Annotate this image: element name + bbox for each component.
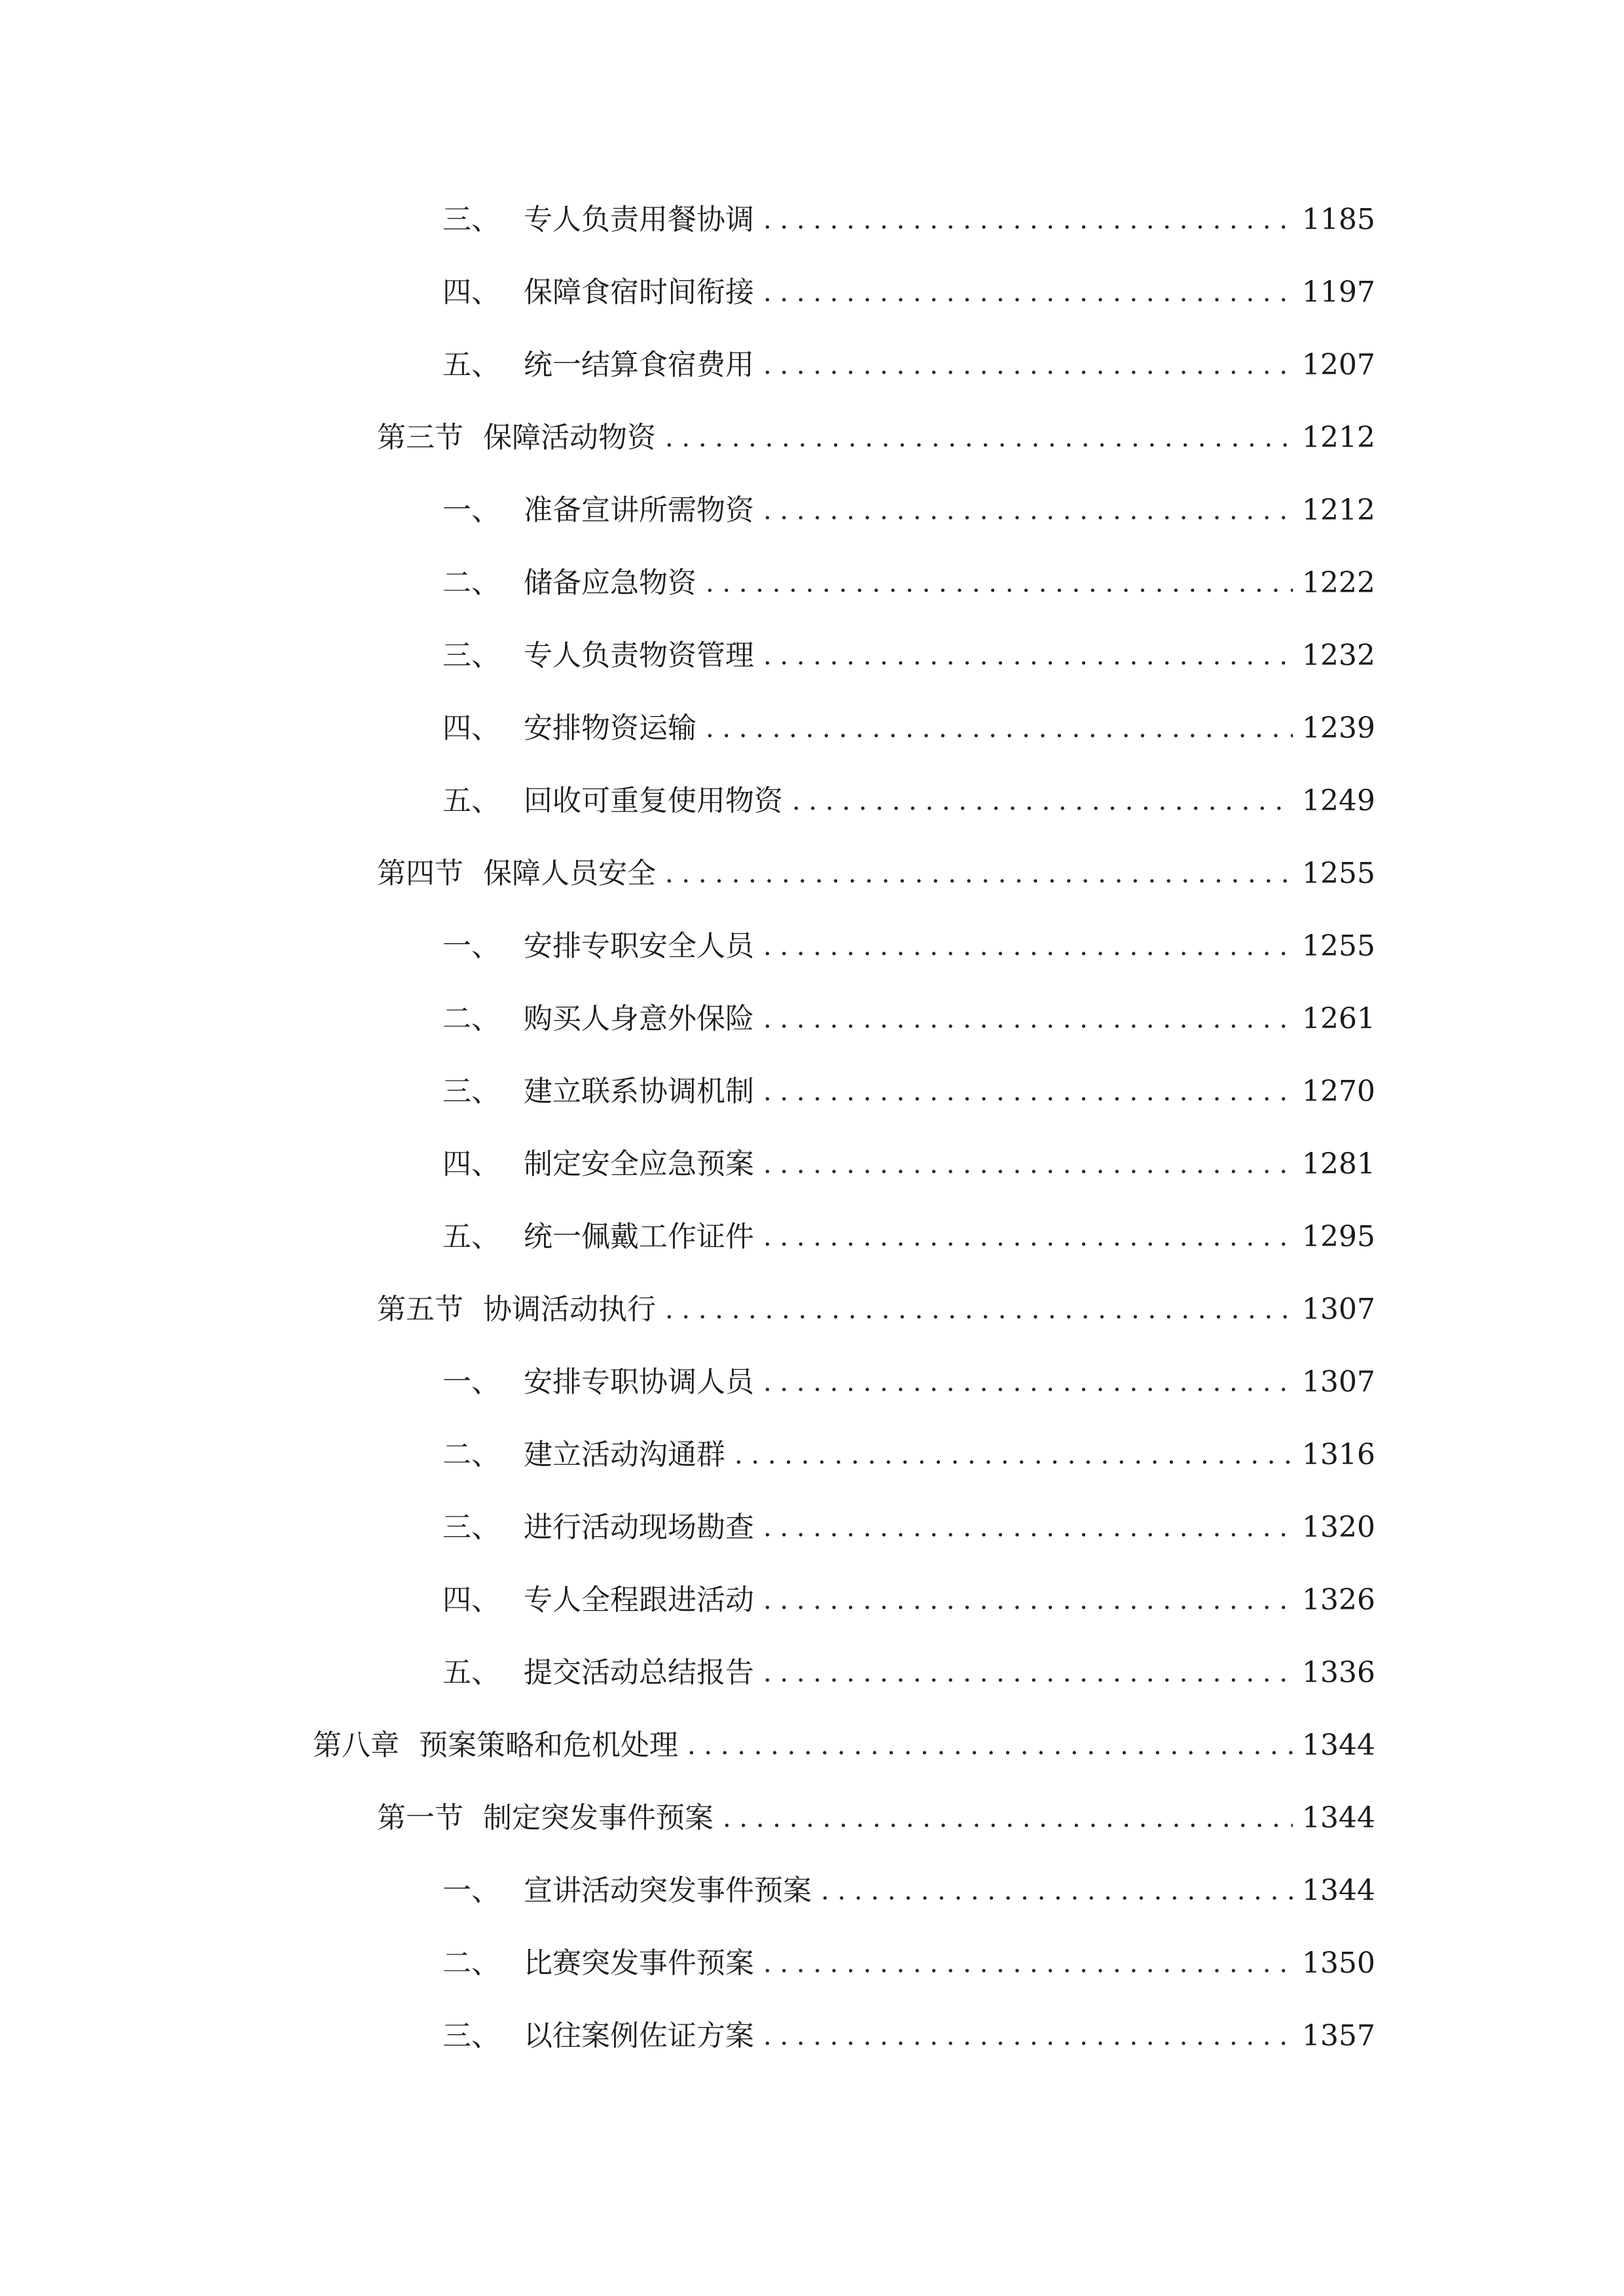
dot-leader [763, 1501, 1293, 1554]
toc-entry-page: 1344 [1302, 1729, 1375, 1762]
toc-entry-title: 保障食宿时间衔接 [524, 276, 754, 309]
toc-entry[interactable] [442, 920, 1375, 973]
toc-entry-title: 储备应急物资 [524, 566, 696, 600]
toc-entry-page: 1232 [1302, 639, 1375, 672]
dot-leader [706, 557, 1293, 609]
dot-leader [665, 1283, 1293, 1336]
toc-entry-page: 1344 [1302, 1874, 1375, 1907]
toc-entry-number: 第一节 [377, 1801, 463, 1835]
toc-entry-page: 1255 [1302, 929, 1375, 963]
toc-entry-number: 四、 [442, 711, 500, 745]
toc-entry-page: 1295 [1302, 1220, 1375, 1253]
toc-entry-title: 保障活动物资 [483, 421, 656, 454]
toc-entry-number: 二、 [442, 566, 500, 600]
toc-entry-number: 四、 [442, 1147, 500, 1181]
toc-entry-number: 一、 [442, 1874, 500, 1907]
toc-entry-number: 五、 [442, 348, 500, 382]
toc-entry-page: 1212 [1302, 421, 1375, 454]
toc-entry-page: 1239 [1302, 711, 1375, 745]
toc-entry-title: 回收可重复使用物资 [524, 784, 783, 817]
toc-entry[interactable] [442, 484, 1375, 537]
toc-entry-number: 二、 [442, 1002, 500, 1035]
dot-leader [763, 920, 1293, 973]
dot-leader [763, 1574, 1293, 1626]
toc-entry-title: 购买人身意外保险 [524, 1002, 754, 1035]
dot-leader [821, 1865, 1293, 1917]
toc-entry-number: 第八章 [313, 1729, 399, 1762]
dot-leader [763, 1066, 1293, 1118]
toc-entry[interactable] [442, 1138, 1375, 1191]
toc-entry-page: 1326 [1302, 1583, 1375, 1617]
toc-entry-title: 统一结算食宿费用 [524, 348, 754, 382]
toc-entry-number: 二、 [442, 1946, 500, 1980]
dot-leader [734, 1429, 1293, 1481]
toc-entry-number: 三、 [442, 1075, 500, 1108]
toc-entry-title: 提交活动总结报告 [524, 1656, 754, 1689]
toc-entry-title: 比赛突发事件预案 [524, 1946, 754, 1980]
toc-entry-title: 制定安全应急预案 [524, 1147, 754, 1181]
dot-leader [763, 630, 1293, 682]
toc-entry-title: 安排物资运输 [524, 711, 696, 745]
dot-leader [763, 2010, 1293, 2062]
toc-entry-page: 1336 [1302, 1656, 1375, 1689]
toc-entry-page: 1320 [1302, 1511, 1375, 1544]
toc-entry-number: 第四节 [377, 857, 463, 890]
toc-entry-title: 进行活动现场勘查 [524, 1511, 754, 1544]
toc-entry-page: 1197 [1302, 276, 1375, 309]
toc-entry-title: 安排专职安全人员 [524, 929, 754, 963]
toc-entry-page: 1350 [1302, 1946, 1375, 1980]
dot-leader [665, 412, 1293, 464]
dot-leader [763, 1138, 1293, 1191]
toc-entry-number: 四、 [442, 1583, 500, 1617]
toc-entry-page: 1185 [1302, 203, 1375, 236]
toc-entry-number: 二、 [442, 1438, 500, 1471]
toc-entry-number: 三、 [442, 203, 500, 236]
toc-entry[interactable] [442, 339, 1375, 391]
dot-leader [763, 484, 1293, 537]
toc-entry-number: 五、 [442, 1656, 500, 1689]
dot-leader [763, 339, 1293, 391]
toc-entry-title: 专人全程跟进活动 [524, 1583, 754, 1617]
toc-entry[interactable] [442, 557, 1375, 609]
toc-entry-page: 1281 [1302, 1147, 1375, 1181]
toc-entry-page: 1307 [1302, 1293, 1375, 1326]
dot-leader [763, 1647, 1293, 1699]
toc-entry-page: 1357 [1302, 2019, 1375, 2053]
toc-entry-number: 五、 [442, 1220, 500, 1253]
toc-entry-number: 一、 [442, 493, 500, 527]
toc-entry-page: 1222 [1302, 566, 1375, 600]
toc-entry-title: 建立联系协调机制 [524, 1075, 754, 1108]
toc-entry-title: 以往案例佐证方案 [524, 2019, 754, 2053]
toc-entry[interactable] [442, 1937, 1375, 1990]
toc-entry-title: 专人负责物资管理 [524, 639, 754, 672]
toc-entry[interactable] [442, 1356, 1375, 1408]
toc-entry-page: 1207 [1302, 348, 1375, 382]
toc-section[interactable] [377, 848, 1375, 900]
toc-entry[interactable] [442, 194, 1375, 246]
toc-entry-number: 一、 [442, 1365, 500, 1399]
dot-leader [723, 1792, 1293, 1844]
table-of-contents [0, 194, 1624, 2092]
toc-entry-title: 专人负责用餐协调 [524, 203, 754, 236]
toc-entry-page: 1249 [1302, 784, 1375, 817]
toc-entry[interactable] [442, 2010, 1375, 2062]
toc-entry-title: 预案策略和危机处理 [419, 1729, 678, 1762]
toc-entry-number: 第三节 [377, 421, 463, 454]
toc-chapter[interactable] [313, 1719, 1375, 1772]
toc-section[interactable] [377, 1792, 1375, 1844]
toc-entry-number: 五、 [442, 784, 500, 817]
toc-entry[interactable] [442, 1574, 1375, 1626]
dot-leader [763, 993, 1293, 1045]
dot-leader [687, 1719, 1293, 1772]
dot-leader [763, 194, 1293, 246]
dot-leader [792, 775, 1293, 827]
toc-entry-page: 1212 [1302, 493, 1375, 527]
dot-leader [763, 266, 1293, 319]
dot-leader [706, 702, 1293, 755]
toc-entry-number: 三、 [442, 1511, 500, 1544]
toc-entry[interactable] [442, 993, 1375, 1045]
toc-section[interactable] [377, 1283, 1375, 1336]
toc-entry-number: 四、 [442, 276, 500, 309]
toc-entry-title: 准备宣讲所需物资 [524, 493, 754, 527]
toc-entry-page: 1316 [1302, 1438, 1375, 1471]
toc-entry-title: 制定突发事件预案 [483, 1801, 713, 1835]
toc-entry-number: 第五节 [377, 1293, 463, 1326]
toc-entry-number: 一、 [442, 929, 500, 963]
toc-entry-page: 1261 [1302, 1002, 1375, 1035]
toc-entry[interactable] [442, 266, 1375, 319]
toc-entry[interactable] [442, 1501, 1375, 1554]
toc-entry[interactable] [442, 1211, 1375, 1263]
toc-entry[interactable] [442, 702, 1375, 755]
toc-entry-number: 三、 [442, 2019, 500, 2053]
toc-section[interactable] [377, 412, 1375, 464]
toc-entry[interactable] [442, 1066, 1375, 1118]
toc-entry-page: 1255 [1302, 857, 1375, 890]
dot-leader [763, 1937, 1293, 1990]
toc-entry-title: 建立活动沟通群 [524, 1438, 725, 1471]
dot-leader [763, 1356, 1293, 1408]
toc-entry-title: 协调活动执行 [483, 1293, 656, 1326]
toc-entry-title: 保障人员安全 [483, 857, 656, 890]
toc-entry-title: 宣讲活动突发事件预案 [524, 1874, 812, 1907]
toc-entry-page: 1344 [1302, 1801, 1375, 1835]
toc-entry[interactable] [442, 1429, 1375, 1481]
toc-entry[interactable] [442, 630, 1375, 682]
toc-entry-title: 统一佩戴工作证件 [524, 1220, 754, 1253]
toc-entry-number: 三、 [442, 639, 500, 672]
dot-leader [763, 1211, 1293, 1263]
toc-entry-page: 1307 [1302, 1365, 1375, 1399]
toc-entry-page: 1270 [1302, 1075, 1375, 1108]
dot-leader [665, 848, 1293, 900]
toc-entry[interactable] [442, 1647, 1375, 1699]
toc-entry[interactable] [442, 1865, 1375, 1917]
toc-entry-title: 安排专职协调人员 [524, 1365, 754, 1399]
toc-entry[interactable] [442, 775, 1375, 827]
